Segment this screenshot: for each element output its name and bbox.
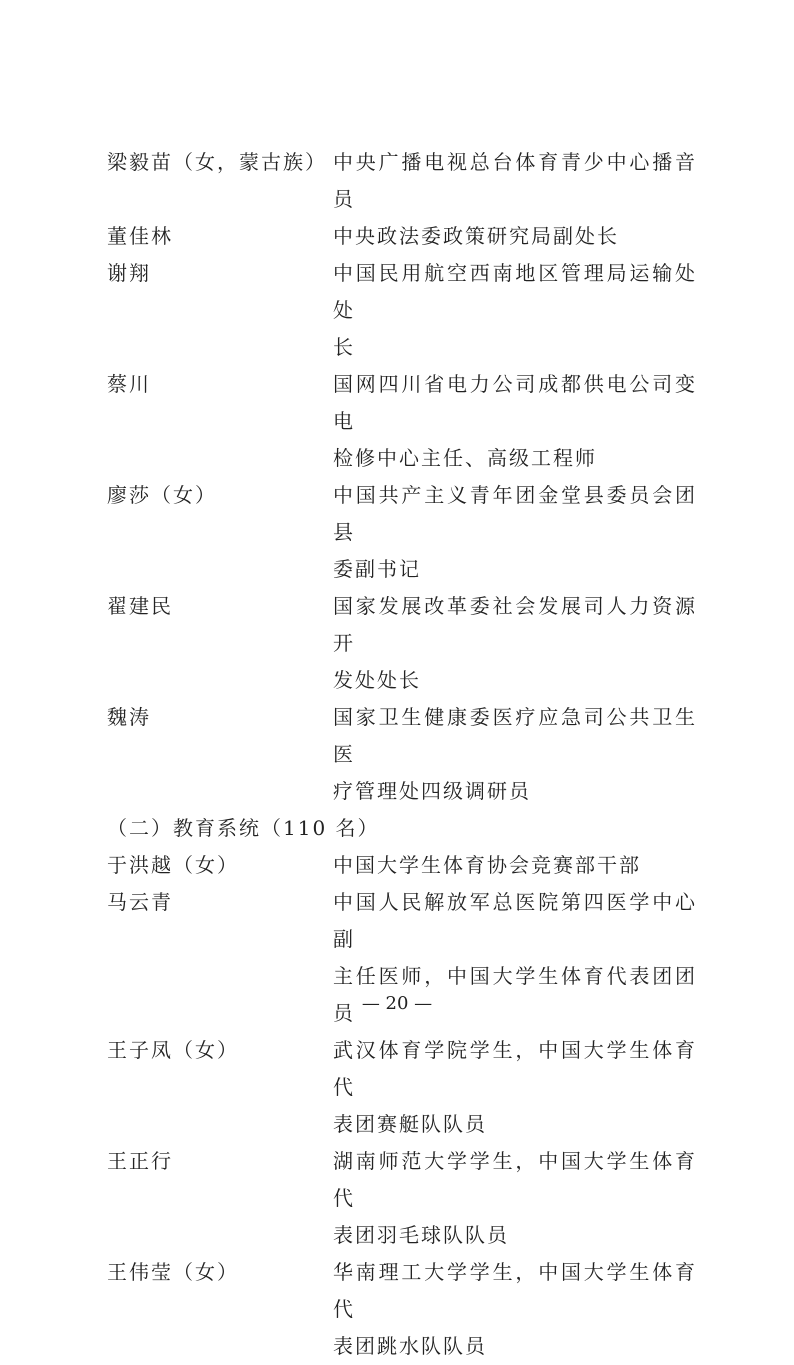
person-unit: 华南理工大学学生，中国大学生体育代 表团跳水队队员 [333, 1260, 697, 1358]
list-entry [107, 1254, 707, 1365]
name-list-part-2 [107, 847, 707, 1365]
list-entry [107, 1032, 707, 1143]
person-name: 翟建民 [107, 594, 173, 618]
list-entry [107, 699, 707, 810]
person-unit: 中央广播电视总台体育青少中心播音员 [333, 150, 697, 211]
person-name: 王子凤（女） [107, 1038, 239, 1062]
list-entry [107, 144, 707, 218]
person-name: 董佳林 [107, 224, 173, 248]
person-unit: 中国人民解放军总医院第四医学中心副 主任医师，中国大学生体育代表团团员 [333, 890, 697, 1025]
person-unit: 国家发展改革委社会发展司人力资源开 发处处长 [333, 594, 697, 692]
person-name: 梁毅苗（女，蒙古族） [107, 150, 327, 174]
page-number: — 20 — [361, 993, 433, 1014]
person-name: 魏涛 [107, 705, 151, 729]
person-name: 廖莎（女） [107, 483, 217, 507]
name-list-part-1 [107, 144, 707, 810]
list-entry [107, 218, 707, 255]
person-name: 王伟莹（女） [107, 1260, 239, 1284]
person-name: 蔡川 [107, 372, 151, 396]
person-name: 谢翔 [107, 261, 151, 285]
person-unit: 中国共产主义青年团金堂县委员会团县 委副书记 [333, 483, 697, 581]
person-name: 王正行 [107, 1149, 173, 1173]
list-entry [107, 847, 707, 884]
person-unit: 中央政法委政策研究局副处长 [333, 224, 619, 248]
person-name: 于洪越（女） [107, 853, 239, 877]
person-unit: 国网四川省电力公司成都供电公司变电 检修中心主任、高级工程师 [333, 372, 697, 470]
person-unit: 武汉体育学院学生，中国大学生体育代 表团赛艇队队员 [333, 1038, 697, 1136]
person-unit: 湖南师范大学学生，中国大学生体育代 表团羽毛球队队员 [333, 1149, 697, 1247]
person-unit: 国家卫生健康委医疗应急司公共卫生医 疗管理处四级调研员 [333, 705, 697, 803]
list-entry [107, 255, 707, 366]
list-entry [107, 477, 707, 588]
person-unit: 中国大学生体育协会竞赛部干部 [333, 853, 641, 877]
name-list [107, 144, 707, 1365]
section-heading: （二）教育系统（110 名） [107, 816, 380, 840]
list-entry [107, 1143, 707, 1254]
list-entry [107, 588, 707, 699]
list-entry [107, 366, 707, 477]
person-name: 马云青 [107, 890, 173, 914]
person-unit: 中国民用航空西南地区管理局运输处处 长 [333, 261, 697, 359]
